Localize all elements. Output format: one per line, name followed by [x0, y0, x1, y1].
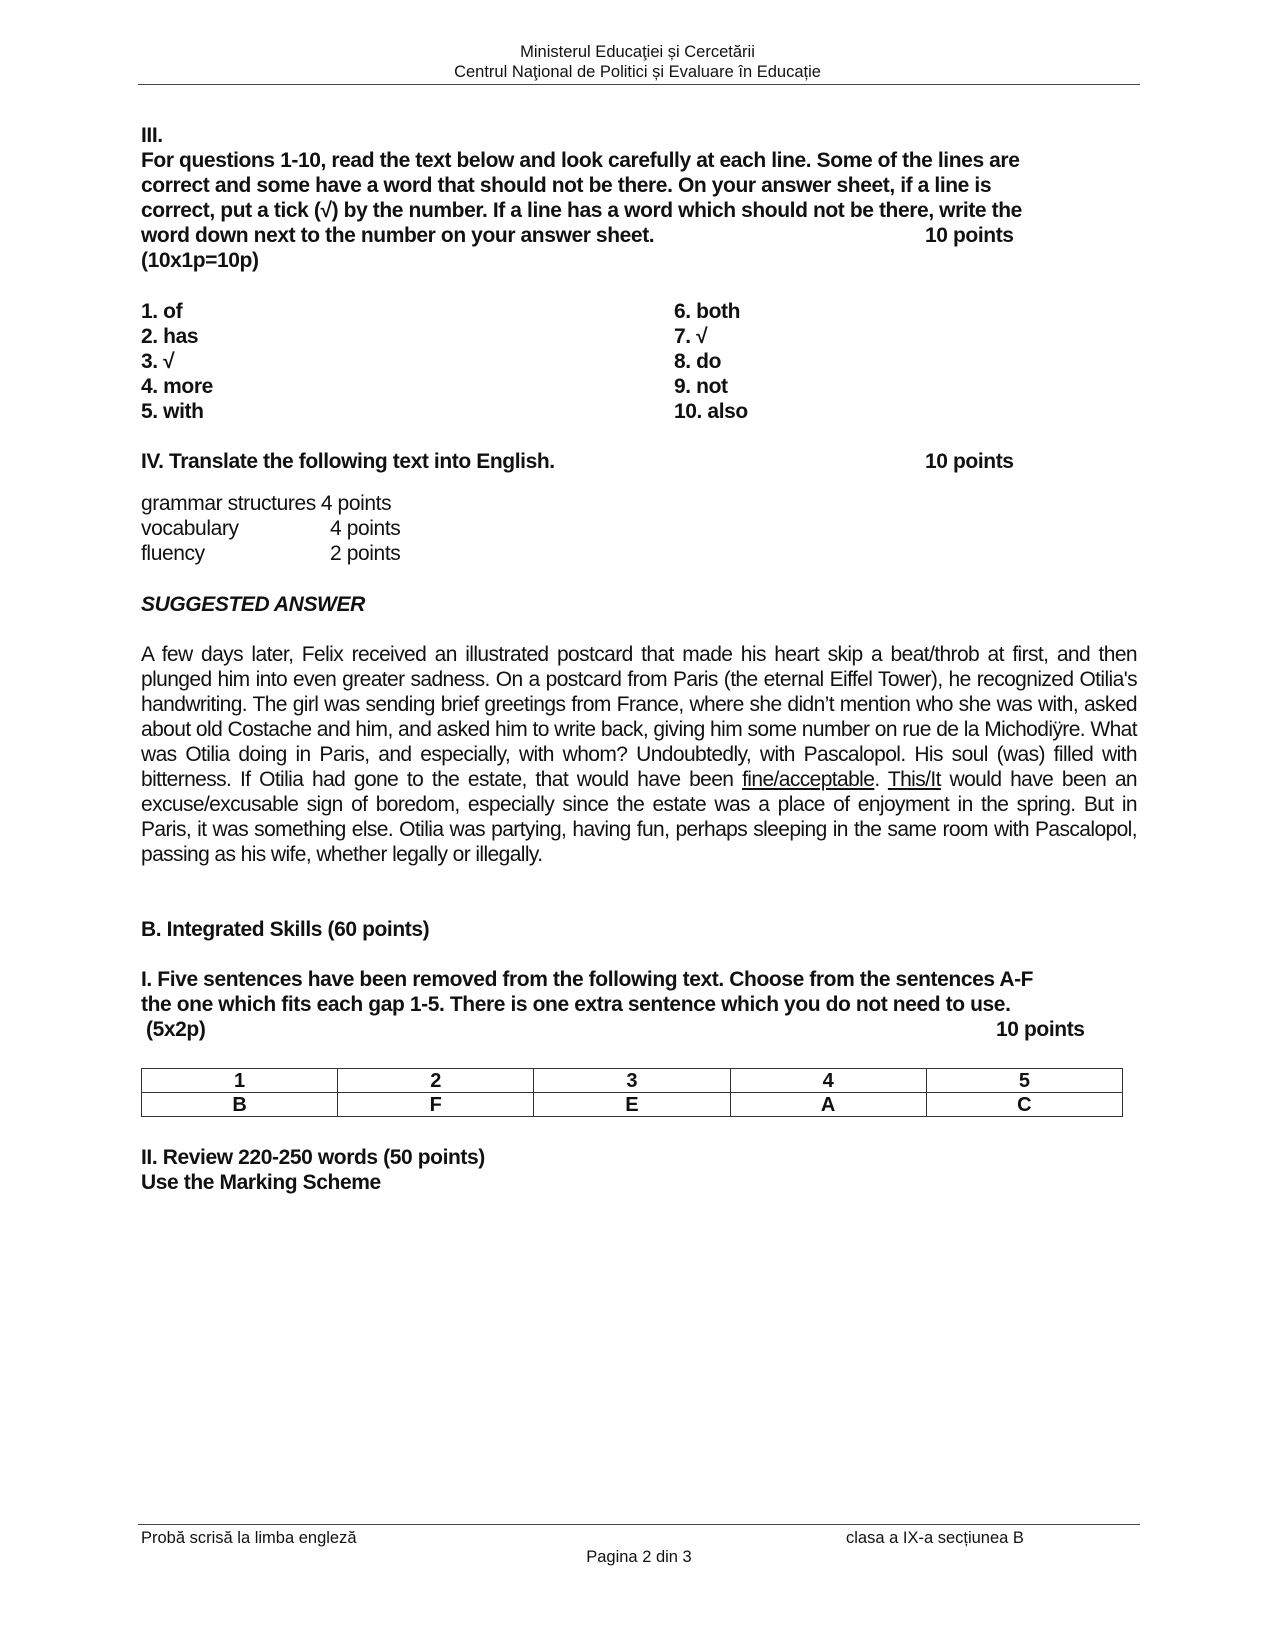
underlined-text: This/It: [887, 768, 941, 791]
footer-subject: Probă scrisă la limba engleză: [141, 1529, 357, 1547]
table-cell: E: [534, 1093, 730, 1117]
criterion-points: 2 points: [330, 542, 401, 565]
suggested-answer-heading: SUGGESTED ANSWER: [141, 593, 365, 616]
header-center: Centrul Naţional de Politici și Evaluare în Educație: [454, 63, 821, 81]
footer-rule: [138, 1524, 1140, 1525]
instruction-line: word down next to the number on your answer sheet.: [141, 224, 655, 247]
footer-class: clasa a IX-a secțiunea B: [846, 1529, 1024, 1547]
table-cell: 5: [926, 1069, 1122, 1093]
answer-table: [141, 1068, 1123, 1117]
section-3-scoring: (10x1p=10p): [141, 249, 259, 272]
answer-text: .: [874, 768, 888, 791]
table-cell: C: [926, 1093, 1122, 1117]
answer-item: 2. has: [141, 325, 199, 348]
table-cell: 3: [534, 1069, 730, 1093]
section-4-points: 10 points: [925, 450, 1014, 473]
answer-item: 1. of: [141, 300, 183, 323]
answers-right: [674, 299, 748, 424]
section-4-title: IV. Translate the following text into English.: [141, 450, 555, 473]
section-b-title: B. Integrated Skills (60 points): [141, 918, 430, 941]
section-b-part1-instructions: [141, 967, 1141, 1042]
instruction-line: correct and some have a word that should not be there. On your answer sheet, if a line is: [141, 174, 992, 197]
answer-text: A few days later, Felix received an illustrated postcard that made his heart skip a beat/throb at first, and then plunged him into even greater sadness. On a postcard from Paris (the eternal Eiffel Tower), he recognized Otilia's handwriting. The girl was sending brief greetings from France, where she didn’t mention who she was with, asked about old Costache and him, and asked him to write back, giving him some number on rue de la Michodiÿre. What was Otilia doing in Paris, and especially, with whom? Undoubtedly, with Pascalopol. His soul (was) filled with bitterness. If Otilia had gone to the estate, that would have been: [141, 643, 1137, 791]
criterion-points: 4 points: [320, 492, 392, 515]
instruction-line: the one which fits each gap 1-5. There is one extra sentence which you do not need to use.: [141, 993, 1011, 1016]
page-number: Pagina 2 din 3: [586, 1548, 692, 1566]
table-cell: F: [338, 1093, 534, 1117]
part2-note: Use the Marking Scheme: [141, 1171, 381, 1194]
suggested-answer-text: [141, 642, 1137, 867]
section-3-points: 10 points: [925, 224, 1014, 247]
underlined-text: fine/acceptable: [742, 768, 875, 791]
answer-item: 10. also: [674, 400, 748, 423]
answer-item: 8. do: [674, 350, 722, 373]
table-cell: 4: [730, 1069, 926, 1093]
criterion-label: fluency: [141, 542, 205, 565]
answers-left: [141, 299, 213, 424]
criterion-points: 4 points: [330, 517, 401, 540]
table-row: [142, 1069, 1123, 1093]
table-row: [142, 1093, 1123, 1117]
answer-item: 9. not: [674, 375, 728, 398]
criterion-label: vocabulary: [141, 517, 239, 540]
instruction-line: I. Five sentences have been removed from the following text. Choose from the sentences A-F: [141, 968, 1034, 991]
criteria-list: [141, 491, 541, 566]
instruction-line: correct, put a tick (√) by the number. If a line has a word which should not be there, write the: [141, 199, 1022, 222]
answer-item: 4. more: [141, 375, 213, 398]
part2-title: II. Review 220-250 words (50 points): [141, 1146, 485, 1169]
part1-points: 10 points: [996, 1018, 1085, 1041]
answer-text: would have been an excuse/excusable sign of boredom, especially since the estate was a place of enjoyment in the spring. But in Paris, it was something else. Otilia was partying, having fun, perhaps sleeping in the same room with Pascalopol, passing as his wife, whether legally or illegally.: [141, 768, 1138, 866]
table-cell: B: [142, 1093, 338, 1117]
part1-scoring: (5x2p): [146, 1018, 206, 1041]
table-cell: 1: [142, 1069, 338, 1093]
instruction-line: For questions 1-10, read the text below and look carefully at each line. Some of the lines are: [141, 149, 1020, 172]
section-3-instructions: [141, 123, 1141, 273]
answer-item: 3. √: [141, 350, 175, 373]
section-3-title: III.: [141, 124, 163, 147]
header-ministry: Ministerul Educaţiei și Cercetării: [520, 43, 755, 61]
table-cell: A: [730, 1093, 926, 1117]
answer-item: 5. with: [141, 400, 204, 423]
table-cell: 2: [338, 1069, 534, 1093]
criterion-label: grammar structures: [141, 492, 316, 515]
answer-item: 6. both: [674, 300, 741, 323]
header-rule: [138, 84, 1140, 85]
section-b-part2: [141, 1145, 485, 1195]
answer-item: 7. √: [674, 325, 708, 348]
